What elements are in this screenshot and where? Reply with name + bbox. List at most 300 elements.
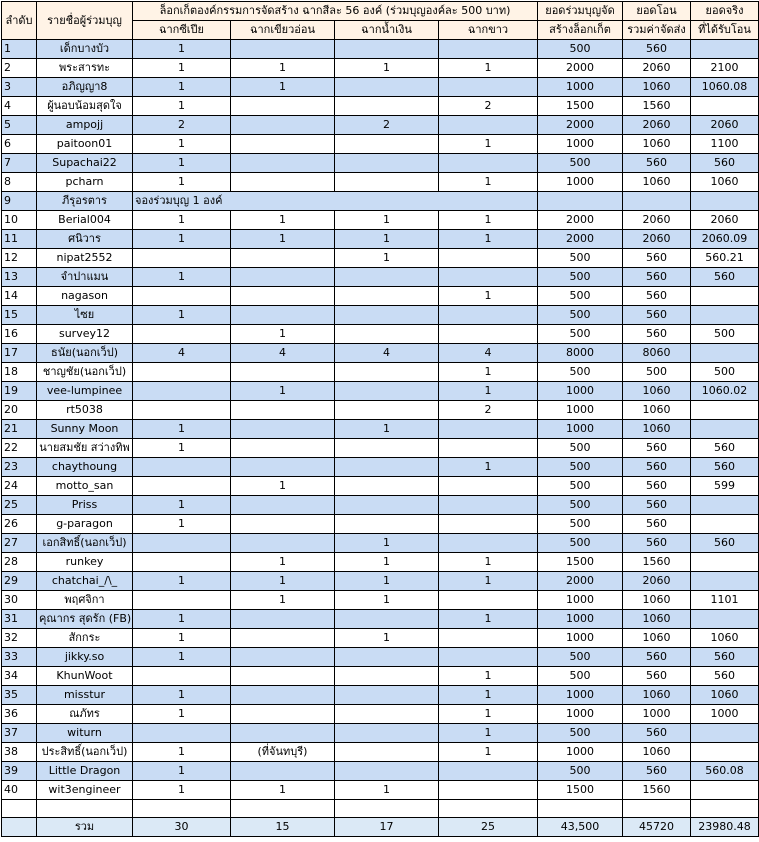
row-no[interactable]: 24 — [2, 477, 37, 496]
row-actual[interactable]: 2060.09 — [691, 230, 759, 249]
row-yellow[interactable]: 1 — [133, 230, 231, 249]
row-amount[interactable] — [538, 192, 623, 211]
row-blue[interactable]: 1 — [335, 211, 439, 230]
row-actual[interactable]: 560 — [691, 439, 759, 458]
row-white[interactable] — [439, 78, 538, 97]
row-no[interactable]: 15 — [2, 306, 37, 325]
row-no[interactable]: 7 — [2, 154, 37, 173]
row-green[interactable] — [231, 496, 335, 515]
row-no[interactable]: 9 — [2, 192, 37, 211]
row-name[interactable]: g-paragon — [37, 515, 133, 534]
row-no[interactable]: 10 — [2, 211, 37, 230]
row-actual[interactable]: 1060 — [691, 629, 759, 648]
row-white[interactable]: 1 — [439, 572, 538, 591]
total-white[interactable]: 25 — [439, 818, 538, 837]
row-green[interactable] — [231, 648, 335, 667]
row-actual[interactable]: 560 — [691, 534, 759, 553]
row-white[interactable]: 4 — [439, 344, 538, 363]
header-blue[interactable]: ฉากน้ำเงิน — [335, 21, 439, 40]
row-green[interactable] — [231, 154, 335, 173]
row-white[interactable] — [439, 515, 538, 534]
row-no[interactable]: 6 — [2, 135, 37, 154]
row-white[interactable]: 1 — [439, 230, 538, 249]
row-actual[interactable]: 560 — [691, 648, 759, 667]
row-amount[interactable]: 1000 — [538, 686, 623, 705]
row-green[interactable] — [231, 420, 335, 439]
row-actual[interactable] — [691, 420, 759, 439]
row-green[interactable] — [231, 116, 335, 135]
row-actual[interactable] — [691, 40, 759, 59]
row-yellow[interactable]: 1 — [133, 648, 231, 667]
row-actual[interactable]: 560 — [691, 458, 759, 477]
row-name[interactable]: ไซย — [37, 306, 133, 325]
row-yellow[interactable]: 1 — [133, 743, 231, 762]
row-yellow[interactable] — [133, 591, 231, 610]
row-amount[interactable]: 500 — [538, 515, 623, 534]
row-blue[interactable]: 1 — [335, 230, 439, 249]
row-no[interactable]: 1 — [2, 40, 37, 59]
row-white[interactable] — [439, 116, 538, 135]
row-transfer[interactable]: 560 — [623, 724, 691, 743]
row-actual[interactable] — [691, 306, 759, 325]
row-blue[interactable]: 1 — [335, 534, 439, 553]
row-green[interactable]: 4 — [231, 344, 335, 363]
row-name[interactable]: nagason — [37, 287, 133, 306]
row-transfer[interactable]: 1560 — [623, 781, 691, 800]
row-name[interactable]: นายสมชัย สว่างทิพ — [37, 439, 133, 458]
row-white[interactable] — [439, 40, 538, 59]
row-blue[interactable] — [335, 268, 439, 287]
row-yellow[interactable]: 1 — [133, 78, 231, 97]
row-green[interactable] — [231, 724, 335, 743]
row-yellow[interactable]: 1 — [133, 781, 231, 800]
row-actual[interactable] — [691, 401, 759, 420]
row-name[interactable]: ณภัทร — [37, 705, 133, 724]
row-white[interactable]: 1 — [439, 382, 538, 401]
row-yellow[interactable] — [133, 325, 231, 344]
total-yellow[interactable]: 30 — [133, 818, 231, 837]
row-blue[interactable] — [335, 363, 439, 382]
row-name[interactable]: ภีรุอรตาร — [37, 192, 133, 211]
row-green[interactable]: 1 — [231, 477, 335, 496]
row-name[interactable]: paitoon01 — [37, 135, 133, 154]
row-transfer[interactable]: 560 — [623, 40, 691, 59]
row-amount[interactable]: 500 — [538, 363, 623, 382]
row-no[interactable]: 5 — [2, 116, 37, 135]
row-yellow[interactable] — [133, 553, 231, 572]
row-no[interactable]: 39 — [2, 762, 37, 781]
row-no[interactable]: 14 — [2, 287, 37, 306]
row-name[interactable]: ธนัย(นอกเว็ป) — [37, 344, 133, 363]
row-green[interactable] — [231, 135, 335, 154]
row-amount[interactable]: 1000 — [538, 382, 623, 401]
row-no[interactable]: 3 — [2, 78, 37, 97]
row-name[interactable]: จำปาแมน — [37, 268, 133, 287]
row-blue[interactable] — [335, 78, 439, 97]
row-amount[interactable]: 1500 — [538, 97, 623, 116]
total-no-cell[interactable] — [2, 818, 37, 837]
row-transfer[interactable]: 1560 — [623, 553, 691, 572]
row-yellow[interactable]: 1 — [133, 97, 231, 116]
row-white[interactable] — [439, 648, 538, 667]
row-no[interactable]: 16 — [2, 325, 37, 344]
row-name[interactable]: เด็กบางบัว — [37, 40, 133, 59]
row-amount[interactable]: 500 — [538, 306, 623, 325]
row-transfer[interactable]: 1060 — [623, 591, 691, 610]
row-blue[interactable] — [335, 610, 439, 629]
row-yellow[interactable]: 1 — [133, 439, 231, 458]
row-blue[interactable] — [335, 743, 439, 762]
header-amount-2[interactable]: สร้างล็อกเก็ต — [538, 21, 623, 40]
total-label[interactable]: รวม — [37, 818, 133, 837]
row-green[interactable] — [231, 667, 335, 686]
row-yellow[interactable] — [133, 534, 231, 553]
row-amount[interactable]: 2000 — [538, 59, 623, 78]
row-yellow[interactable]: 4 — [133, 344, 231, 363]
row-actual[interactable]: 1060 — [691, 173, 759, 192]
row-amount[interactable]: 500 — [538, 154, 623, 173]
row-name[interactable]: ศนิวาร — [37, 230, 133, 249]
row-transfer[interactable]: 560 — [623, 458, 691, 477]
row-transfer[interactable]: 8060 — [623, 344, 691, 363]
row-green[interactable] — [231, 686, 335, 705]
row-white[interactable] — [439, 629, 538, 648]
row-blue[interactable] — [335, 154, 439, 173]
header-actual-2[interactable]: ที่ได้รับโอน — [691, 21, 759, 40]
row-yellow[interactable]: 1 — [133, 496, 231, 515]
row-amount[interactable]: 500 — [538, 762, 623, 781]
row-transfer[interactable]: 560 — [623, 667, 691, 686]
row-yellow[interactable]: 1 — [133, 135, 231, 154]
row-actual[interactable]: 2100 — [691, 59, 759, 78]
row-blue[interactable] — [335, 97, 439, 116]
row-amount[interactable]: 8000 — [538, 344, 623, 363]
row-blue[interactable] — [335, 458, 439, 477]
row-green[interactable] — [231, 610, 335, 629]
row-blue[interactable] — [335, 40, 439, 59]
total-actual[interactable]: 23980.48 — [691, 818, 759, 837]
row-white[interactable]: 2 — [439, 97, 538, 116]
row-green[interactable] — [231, 268, 335, 287]
header-no[interactable]: ลำดับ — [2, 2, 37, 40]
row-transfer[interactable]: 1060 — [623, 686, 691, 705]
row-yellow[interactable]: 1 — [133, 705, 231, 724]
row-no[interactable]: 40 — [2, 781, 37, 800]
cell[interactable] — [439, 800, 538, 818]
row-green[interactable]: 1 — [231, 211, 335, 230]
cell[interactable] — [335, 800, 439, 818]
row-name[interactable]: chatchai_/\_ — [37, 572, 133, 591]
row-yellow[interactable] — [133, 287, 231, 306]
row-amount[interactable]: 500 — [538, 477, 623, 496]
header-white[interactable]: ฉากขาว — [439, 21, 538, 40]
row-amount[interactable]: 1000 — [538, 420, 623, 439]
row-transfer[interactable]: 560 — [623, 648, 691, 667]
cell[interactable] — [538, 800, 623, 818]
row-green[interactable] — [231, 401, 335, 420]
row-white[interactable] — [439, 781, 538, 800]
row-white[interactable] — [439, 420, 538, 439]
row-amount[interactable]: 1500 — [538, 553, 623, 572]
row-blue[interactable] — [335, 439, 439, 458]
row-amount[interactable]: 1000 — [538, 705, 623, 724]
row-yellow[interactable] — [133, 458, 231, 477]
row-green[interactable] — [231, 173, 335, 192]
row-name[interactable]: Supachai22 — [37, 154, 133, 173]
row-transfer[interactable]: 1060 — [623, 135, 691, 154]
row-amount[interactable]: 1000 — [538, 591, 623, 610]
row-blue[interactable]: 1 — [335, 572, 439, 591]
row-actual[interactable]: 2060 — [691, 211, 759, 230]
row-actual[interactable]: 560.21 — [691, 249, 759, 268]
row-transfer[interactable]: 1000 — [623, 705, 691, 724]
row-actual[interactable] — [691, 572, 759, 591]
row-no[interactable]: 28 — [2, 553, 37, 572]
row-actual[interactable]: 2060 — [691, 116, 759, 135]
row-name[interactable]: สักกระ — [37, 629, 133, 648]
row-actual[interactable]: 500 — [691, 363, 759, 382]
row-blue[interactable]: 1 — [335, 420, 439, 439]
row-yellow[interactable]: 1 — [133, 154, 231, 173]
row-amount[interactable]: 1000 — [538, 610, 623, 629]
header-transfer-2[interactable]: รวมค่าจัดส่ง — [623, 21, 691, 40]
row-amount[interactable]: 500 — [538, 724, 623, 743]
cell[interactable] — [37, 800, 133, 818]
row-transfer[interactable]: 1060 — [623, 382, 691, 401]
row-transfer[interactable]: 1060 — [623, 610, 691, 629]
row-green[interactable] — [231, 629, 335, 648]
row-green[interactable] — [231, 705, 335, 724]
row-name[interactable]: ประสิทธิ์(นอกเว็ป) — [37, 743, 133, 762]
row-yellow[interactable]: 1 — [133, 173, 231, 192]
row-yellow[interactable]: 1 — [133, 762, 231, 781]
row-amount[interactable]: 500 — [538, 268, 623, 287]
row-white[interactable] — [439, 591, 538, 610]
row-yellow[interactable]: 1 — [133, 211, 231, 230]
row-actual[interactable]: 500 — [691, 325, 759, 344]
row-no[interactable]: 35 — [2, 686, 37, 705]
row-actual[interactable]: 1100 — [691, 135, 759, 154]
row-white[interactable]: 1 — [439, 135, 538, 154]
row-blue[interactable]: 1 — [335, 59, 439, 78]
row-white[interactable] — [439, 477, 538, 496]
row-no[interactable]: 34 — [2, 667, 37, 686]
row-amount[interactable]: 2000 — [538, 211, 623, 230]
row-name[interactable]: พระสารทะ — [37, 59, 133, 78]
row-amount[interactable]: 500 — [538, 496, 623, 515]
row-amount[interactable]: 500 — [538, 458, 623, 477]
row-yellow[interactable]: 1 — [133, 686, 231, 705]
row-blue[interactable] — [335, 287, 439, 306]
row-white[interactable]: 1 — [439, 610, 538, 629]
row-transfer[interactable] — [623, 192, 691, 211]
row-transfer[interactable]: 1060 — [623, 401, 691, 420]
row-transfer[interactable]: 500 — [623, 363, 691, 382]
row-blue[interactable] — [335, 686, 439, 705]
row-yellow[interactable] — [133, 477, 231, 496]
row-white[interactable] — [439, 534, 538, 553]
row-name[interactable]: ผู้นอบน้อมสุดใจ — [37, 97, 133, 116]
row-actual[interactable]: 1000 — [691, 705, 759, 724]
row-transfer[interactable]: 1060 — [623, 629, 691, 648]
row-amount[interactable]: 1000 — [538, 629, 623, 648]
row-yellow[interactable]: 1 — [133, 629, 231, 648]
total-transfer[interactable]: 45720 — [623, 818, 691, 837]
row-blue[interactable] — [335, 306, 439, 325]
header-amount-1[interactable]: ยอดร่วมบุญจัด — [538, 2, 623, 21]
row-amount[interactable]: 500 — [538, 648, 623, 667]
row-blue[interactable] — [335, 515, 439, 534]
row-actual[interactable]: 1101 — [691, 591, 759, 610]
row-actual[interactable]: 560 — [691, 268, 759, 287]
row-transfer[interactable]: 560 — [623, 477, 691, 496]
row-white[interactable]: 1 — [439, 667, 538, 686]
row-green[interactable] — [231, 97, 335, 116]
row-name[interactable]: survey12 — [37, 325, 133, 344]
row-no[interactable]: 27 — [2, 534, 37, 553]
row-amount[interactable]: 500 — [538, 40, 623, 59]
row-transfer[interactable]: 1060 — [623, 173, 691, 192]
row-amount[interactable]: 500 — [538, 325, 623, 344]
cell[interactable] — [133, 800, 231, 818]
row-transfer[interactable]: 1060 — [623, 78, 691, 97]
row-blue[interactable]: 1 — [335, 249, 439, 268]
row-name[interactable]: chaythoung — [37, 458, 133, 477]
row-actual[interactable] — [691, 743, 759, 762]
row-white[interactable]: 2 — [439, 401, 538, 420]
row-white[interactable]: 1 — [439, 458, 538, 477]
row-blue[interactable] — [335, 762, 439, 781]
row-white[interactable]: 1 — [439, 686, 538, 705]
header-actual-1[interactable]: ยอดจริง — [691, 2, 759, 21]
row-actual[interactable] — [691, 496, 759, 515]
row-blue[interactable] — [335, 667, 439, 686]
cell[interactable] — [2, 800, 37, 818]
row-white[interactable]: 1 — [439, 173, 538, 192]
row-yellow[interactable]: 1 — [133, 572, 231, 591]
cell[interactable] — [231, 800, 335, 818]
row-green[interactable] — [231, 249, 335, 268]
row-name[interactable]: ชาญชัย(นอกเว็ป) — [37, 363, 133, 382]
row-yellow[interactable]: 2 — [133, 116, 231, 135]
row-yellow[interactable]: 1 — [133, 268, 231, 287]
row-blue[interactable] — [335, 325, 439, 344]
row-name[interactable]: Priss — [37, 496, 133, 515]
row-yellow[interactable] — [133, 401, 231, 420]
row-yellow[interactable] — [133, 382, 231, 401]
row-name[interactable]: wit3engineer — [37, 781, 133, 800]
row-no[interactable]: 29 — [2, 572, 37, 591]
row-transfer[interactable]: 560 — [623, 439, 691, 458]
row-white[interactable]: 1 — [439, 743, 538, 762]
row-white[interactable]: 1 — [439, 59, 538, 78]
row-transfer[interactable]: 1060 — [623, 420, 691, 439]
row-transfer[interactable]: 560 — [623, 325, 691, 344]
row-note[interactable]: จองร่วมบุญ 1 องค์ — [133, 192, 538, 211]
row-amount[interactable]: 1000 — [538, 743, 623, 762]
row-green[interactable]: 1 — [231, 781, 335, 800]
total-blue[interactable]: 17 — [335, 818, 439, 837]
row-actual[interactable]: 560 — [691, 667, 759, 686]
row-transfer[interactable]: 560 — [623, 515, 691, 534]
row-transfer[interactable]: 560 — [623, 154, 691, 173]
row-actual[interactable]: 560.08 — [691, 762, 759, 781]
row-white[interactable]: 1 — [439, 363, 538, 382]
row-no[interactable]: 38 — [2, 743, 37, 762]
row-transfer[interactable]: 2060 — [623, 572, 691, 591]
row-no[interactable]: 33 — [2, 648, 37, 667]
row-blue[interactable] — [335, 401, 439, 420]
row-green[interactable] — [231, 762, 335, 781]
row-white[interactable]: 1 — [439, 553, 538, 572]
row-no[interactable]: 37 — [2, 724, 37, 743]
row-actual[interactable] — [691, 97, 759, 116]
row-name[interactable]: Berial004 — [37, 211, 133, 230]
row-actual[interactable] — [691, 344, 759, 363]
row-transfer[interactable]: 2060 — [623, 230, 691, 249]
row-actual[interactable]: 1060 — [691, 686, 759, 705]
row-yellow[interactable] — [133, 724, 231, 743]
row-green[interactable]: 1 — [231, 591, 335, 610]
row-name[interactable]: witurn — [37, 724, 133, 743]
row-no[interactable]: 17 — [2, 344, 37, 363]
row-name[interactable]: ampojj — [37, 116, 133, 135]
row-no[interactable]: 12 — [2, 249, 37, 268]
row-amount[interactable]: 2000 — [538, 230, 623, 249]
row-yellow[interactable]: 1 — [133, 40, 231, 59]
row-name[interactable]: อภิญญา8 — [37, 78, 133, 97]
row-no[interactable]: 13 — [2, 268, 37, 287]
row-no[interactable]: 25 — [2, 496, 37, 515]
row-green[interactable]: 1 — [231, 59, 335, 78]
row-name[interactable]: Little Dragon — [37, 762, 133, 781]
row-green[interactable] — [231, 306, 335, 325]
row-green[interactable] — [231, 439, 335, 458]
row-amount[interactable]: 1000 — [538, 401, 623, 420]
row-white[interactable]: 1 — [439, 705, 538, 724]
row-green[interactable] — [231, 363, 335, 382]
row-no[interactable]: 21 — [2, 420, 37, 439]
row-green[interactable] — [231, 287, 335, 306]
row-amount[interactable]: 2000 — [538, 116, 623, 135]
row-name[interactable]: rt5038 — [37, 401, 133, 420]
row-white[interactable] — [439, 249, 538, 268]
row-white[interactable] — [439, 439, 538, 458]
row-no[interactable]: 2 — [2, 59, 37, 78]
row-blue[interactable] — [335, 382, 439, 401]
row-transfer[interactable]: 2060 — [623, 116, 691, 135]
row-transfer[interactable]: 560 — [623, 496, 691, 515]
row-name[interactable]: nipat2552 — [37, 249, 133, 268]
row-yellow[interactable]: 1 — [133, 420, 231, 439]
row-green[interactable] — [231, 458, 335, 477]
header-group[interactable]: ล็อกเก็ตองค์กรรมการจัดสร้าง ฉากสีละ 56 องค์ (ร่วมบุญองค์ละ 500 บาท) — [133, 2, 538, 21]
row-transfer[interactable]: 2060 — [623, 211, 691, 230]
row-green[interactable]: 1 — [231, 572, 335, 591]
row-white[interactable] — [439, 268, 538, 287]
row-no[interactable]: 19 — [2, 382, 37, 401]
cell[interactable] — [691, 800, 759, 818]
row-name[interactable]: jikky.so — [37, 648, 133, 667]
row-name[interactable]: misstur — [37, 686, 133, 705]
row-blue[interactable] — [335, 705, 439, 724]
row-green[interactable]: 1 — [231, 325, 335, 344]
cell[interactable] — [623, 800, 691, 818]
row-actual[interactable]: 1060.02 — [691, 382, 759, 401]
row-white[interactable]: 1 — [439, 724, 538, 743]
row-amount[interactable]: 500 — [538, 249, 623, 268]
row-no[interactable]: 11 — [2, 230, 37, 249]
